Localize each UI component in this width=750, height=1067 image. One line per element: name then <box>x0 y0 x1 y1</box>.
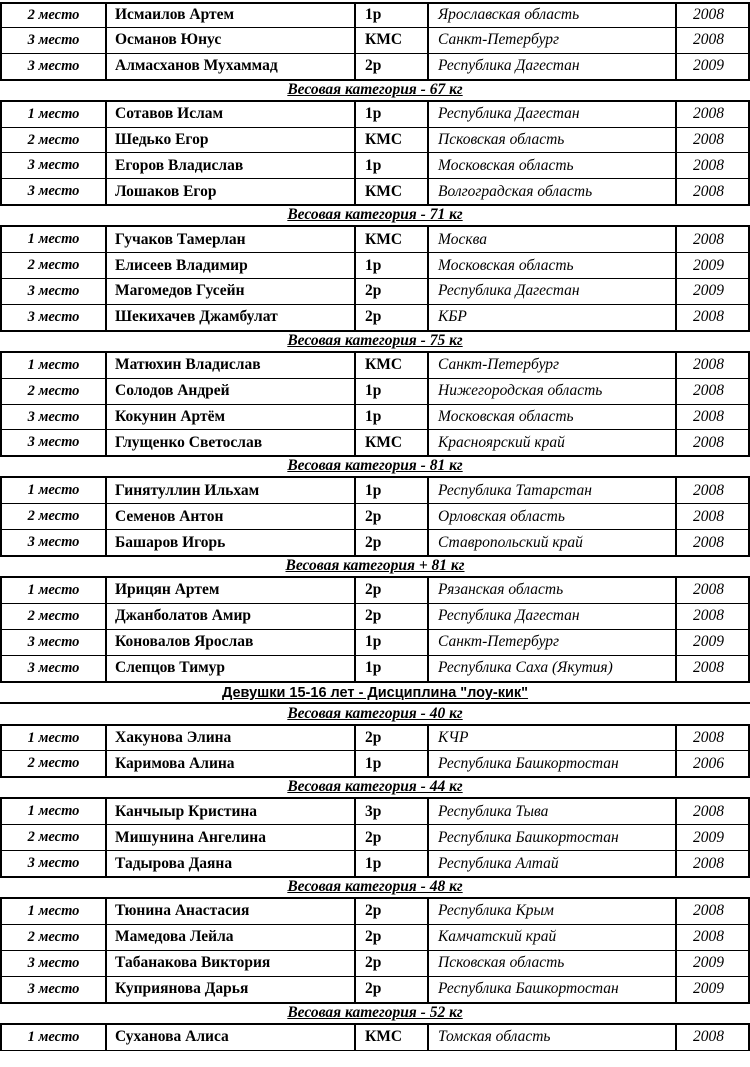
athlete-name-cell: Куприянова Дарья <box>107 977 356 1002</box>
birth-year-cell: 2008 <box>677 656 750 681</box>
rank-cell: КМС <box>356 179 429 204</box>
rank-cell: 1р <box>356 253 429 278</box>
weight-category-header: Весовая категория - 48 кг <box>0 877 750 899</box>
athlete-name-cell: Суханова Алиса <box>107 1025 356 1050</box>
athlete-name-cell: Кокунин Артём <box>107 405 356 430</box>
table-row <box>0 54 750 80</box>
birth-year-cell: 2008 <box>677 4 750 27</box>
table-row <box>0 2 750 28</box>
athlete-name-cell: Лошаков Егор <box>107 179 356 204</box>
athlete-name-cell: Джанболатов Амир <box>107 604 356 629</box>
region-cell: Республика Тыва <box>429 799 677 824</box>
rank-cell: КМС <box>356 353 429 378</box>
rank-cell: 1р <box>356 379 429 404</box>
birth-year-cell: 2008 <box>677 925 750 950</box>
place-cell: 1 место <box>0 726 107 751</box>
region-cell: Республика Дагестан <box>429 279 677 304</box>
athlete-name-cell: Хакунова Элина <box>107 726 356 751</box>
table-row <box>0 379 750 405</box>
place-cell: 2 место <box>0 504 107 529</box>
place-cell: 1 место <box>0 799 107 824</box>
weight-category-header: Весовая категория - 81 кг <box>0 456 750 478</box>
region-cell: Республика Татарстан <box>429 478 677 503</box>
place-cell: 1 место <box>0 102 107 127</box>
rank-cell: 2р <box>356 825 429 850</box>
place-cell: 2 место <box>0 925 107 950</box>
table-row <box>0 179 750 205</box>
birth-year-cell: 2009 <box>677 951 750 976</box>
place-cell: 3 место <box>0 305 107 330</box>
table-row <box>0 153 750 179</box>
birth-year-cell: 2009 <box>677 54 750 79</box>
rank-cell: КМС <box>356 128 429 153</box>
athlete-name-cell: Тадырова Даяна <box>107 851 356 876</box>
birth-year-cell: 2009 <box>677 977 750 1002</box>
rank-cell: 3р <box>356 799 429 824</box>
table-row <box>0 227 750 253</box>
region-cell: Ярославская область <box>429 4 677 27</box>
region-cell: Псковская область <box>429 128 677 153</box>
region-cell: Республика Крым <box>429 899 677 924</box>
birth-year-cell: 2008 <box>677 179 750 204</box>
region-cell: Республика Башкортостан <box>429 751 677 776</box>
rank-cell: 2р <box>356 977 429 1002</box>
birth-year-cell: 2009 <box>677 630 750 655</box>
birth-year-cell: 2008 <box>677 530 750 555</box>
table-row <box>0 102 750 128</box>
region-cell: Санкт-Петербург <box>429 353 677 378</box>
rank-cell: 1р <box>356 153 429 178</box>
weight-category-header: Весовая категория - 44 кг <box>0 777 750 799</box>
athlete-name-cell: Мишунина Ангелина <box>107 825 356 850</box>
athlete-name-cell: Ирицян Артем <box>107 578 356 603</box>
birth-year-cell: 2008 <box>677 405 750 430</box>
weight-category-header: Весовая категория + 81 кг <box>0 556 750 578</box>
table-row <box>0 305 750 331</box>
region-cell: Республика Дагестан <box>429 54 677 79</box>
place-cell: 3 место <box>0 656 107 681</box>
athlete-name-cell: Канчыыр Кристина <box>107 799 356 824</box>
region-cell: Томская область <box>429 1025 677 1050</box>
birth-year-cell: 2009 <box>677 279 750 304</box>
table-row <box>0 851 750 877</box>
place-cell: 3 место <box>0 530 107 555</box>
region-cell: Московская область <box>429 253 677 278</box>
birth-year-cell: 2009 <box>677 825 750 850</box>
place-cell: 3 место <box>0 851 107 876</box>
place-cell: 1 место <box>0 899 107 924</box>
athlete-name-cell: Исмаилов Артем <box>107 4 356 27</box>
birth-year-cell: 2008 <box>677 102 750 127</box>
table-row <box>0 899 750 925</box>
athlete-name-cell: Семенов Антон <box>107 504 356 529</box>
table-row <box>0 128 750 154</box>
table-row <box>0 530 750 556</box>
region-cell: Республика Дагестан <box>429 102 677 127</box>
place-cell: 3 место <box>0 153 107 178</box>
table-row <box>0 951 750 977</box>
place-cell: 2 место <box>0 128 107 153</box>
rank-cell: 2р <box>356 279 429 304</box>
table-row <box>0 504 750 530</box>
table-row <box>0 405 750 431</box>
rank-cell: 2р <box>356 504 429 529</box>
region-cell: Орловская область <box>429 504 677 529</box>
region-cell: Санкт-Петербург <box>429 28 677 53</box>
region-cell: Красноярский край <box>429 430 677 455</box>
weight-category-header: Весовая категория - 67 кг <box>0 80 750 102</box>
place-cell: 3 место <box>0 977 107 1002</box>
birth-year-cell: 2008 <box>677 504 750 529</box>
birth-year-cell: 2008 <box>677 578 750 603</box>
birth-year-cell: 2008 <box>677 604 750 629</box>
athlete-name-cell: Сотавов Ислам <box>107 102 356 127</box>
table-row <box>0 353 750 379</box>
athlete-name-cell: Егоров Владислав <box>107 153 356 178</box>
region-cell: Рязанская область <box>429 578 677 603</box>
table-row <box>0 656 750 682</box>
region-cell: Москва <box>429 227 677 252</box>
table-row <box>0 604 750 630</box>
birth-year-cell: 2008 <box>677 28 750 53</box>
birth-year-cell: 2008 <box>677 851 750 876</box>
table-row <box>0 478 750 504</box>
athlete-name-cell: Солодов Андрей <box>107 379 356 404</box>
place-cell: 1 место <box>0 353 107 378</box>
region-cell: Ставропольский край <box>429 530 677 555</box>
rank-cell: 1р <box>356 102 429 127</box>
table-row <box>0 751 750 777</box>
birth-year-cell: 2008 <box>677 305 750 330</box>
region-cell: Республика Башкортостан <box>429 977 677 1002</box>
weight-category-header: Весовая категория - 52 кг <box>0 1003 750 1025</box>
table-row <box>0 430 750 456</box>
region-cell: Камчатский край <box>429 925 677 950</box>
athlete-name-cell: Гучаков Тамерлан <box>107 227 356 252</box>
region-cell: Московская область <box>429 405 677 430</box>
athlete-name-cell: Матюхин Владислав <box>107 353 356 378</box>
place-cell: 3 место <box>0 54 107 79</box>
region-cell: Нижегородская область <box>429 379 677 404</box>
rank-cell: КМС <box>356 227 429 252</box>
rank-cell: 2р <box>356 54 429 79</box>
athlete-name-cell: Алмасханов Мухаммад <box>107 54 356 79</box>
birth-year-cell: 2008 <box>677 478 750 503</box>
birth-year-cell: 2008 <box>677 726 750 751</box>
birth-year-cell: 2008 <box>677 153 750 178</box>
place-cell: 3 место <box>0 279 107 304</box>
athlete-name-cell: Слепцов Тимур <box>107 656 356 681</box>
birth-year-cell: 2008 <box>677 1025 750 1050</box>
athlete-name-cell: Глущенко Светослав <box>107 430 356 455</box>
birth-year-cell: 2008 <box>677 128 750 153</box>
weight-category-header: Весовая категория - 71 кг <box>0 205 750 227</box>
place-cell: 3 место <box>0 630 107 655</box>
rank-cell: 1р <box>356 751 429 776</box>
region-cell: Республика Башкортостан <box>429 825 677 850</box>
place-cell: 1 место <box>0 1025 107 1050</box>
rank-cell: 2р <box>356 726 429 751</box>
region-cell: Республика Алтай <box>429 851 677 876</box>
place-cell: 1 место <box>0 578 107 603</box>
results-table <box>0 2 750 1051</box>
athlete-name-cell: Гинятуллин Ильхам <box>107 478 356 503</box>
rank-cell: КМС <box>356 430 429 455</box>
athlete-name-cell: Шедько Егор <box>107 128 356 153</box>
rank-cell: 1р <box>356 656 429 681</box>
table-row <box>0 1025 750 1051</box>
place-cell: 3 место <box>0 179 107 204</box>
table-row <box>0 253 750 279</box>
place-cell: 1 место <box>0 227 107 252</box>
birth-year-cell: 2006 <box>677 751 750 776</box>
place-cell: 2 место <box>0 253 107 278</box>
birth-year-cell: 2008 <box>677 353 750 378</box>
athlete-name-cell: Башаров Игорь <box>107 530 356 555</box>
rank-cell: 2р <box>356 925 429 950</box>
place-cell: 2 место <box>0 604 107 629</box>
region-cell: Московская область <box>429 153 677 178</box>
place-cell: 3 место <box>0 28 107 53</box>
place-cell: 3 место <box>0 430 107 455</box>
athlete-name-cell: Табанакова Виктория <box>107 951 356 976</box>
region-cell: КЧР <box>429 726 677 751</box>
region-cell: Республика Дагестан <box>429 604 677 629</box>
place-cell: 3 место <box>0 951 107 976</box>
table-row <box>0 630 750 656</box>
birth-year-cell: 2008 <box>677 379 750 404</box>
birth-year-cell: 2008 <box>677 227 750 252</box>
rank-cell: 1р <box>356 4 429 27</box>
athlete-name-cell: Каримова Алина <box>107 751 356 776</box>
region-cell: Республика Саха (Якутия) <box>429 656 677 681</box>
birth-year-cell: 2008 <box>677 430 750 455</box>
place-cell: 3 место <box>0 405 107 430</box>
rank-cell: 2р <box>356 305 429 330</box>
table-row <box>0 279 750 305</box>
place-cell: 2 место <box>0 751 107 776</box>
birth-year-cell: 2008 <box>677 799 750 824</box>
place-cell: 2 место <box>0 4 107 27</box>
table-row <box>0 799 750 825</box>
rank-cell: 2р <box>356 578 429 603</box>
section-title: Девушки 15-16 лет - Дисциплина "лоу-кик" <box>0 682 750 704</box>
athlete-name-cell: Тюнина Анастасия <box>107 899 356 924</box>
birth-year-cell: 2008 <box>677 899 750 924</box>
region-cell: Санкт-Петербург <box>429 630 677 655</box>
rank-cell: 1р <box>356 630 429 655</box>
region-cell: КБР <box>429 305 677 330</box>
rank-cell: КМС <box>356 28 429 53</box>
athlete-name-cell: Османов Юнус <box>107 28 356 53</box>
region-cell: Псковская область <box>429 951 677 976</box>
region-cell: Волгоградская область <box>429 179 677 204</box>
place-cell: 2 место <box>0 825 107 850</box>
athlete-name-cell: Магомедов Гусейн <box>107 279 356 304</box>
birth-year-cell: 2009 <box>677 253 750 278</box>
table-row <box>0 28 750 54</box>
table-row <box>0 578 750 604</box>
place-cell: 1 место <box>0 478 107 503</box>
rank-cell: 1р <box>356 405 429 430</box>
weight-category-header: Весовая категория - 75 кг <box>0 331 750 353</box>
rank-cell: 2р <box>356 951 429 976</box>
table-row <box>0 977 750 1003</box>
athlete-name-cell: Мамедова Лейла <box>107 925 356 950</box>
table-row <box>0 925 750 951</box>
place-cell: 2 место <box>0 379 107 404</box>
rank-cell: 1р <box>356 851 429 876</box>
rank-cell: 2р <box>356 604 429 629</box>
rank-cell: 2р <box>356 899 429 924</box>
rank-cell: КМС <box>356 1025 429 1050</box>
rank-cell: 1р <box>356 478 429 503</box>
weight-category-header: Весовая категория - 40 кг <box>0 704 750 726</box>
athlete-name-cell: Коновалов Ярослав <box>107 630 356 655</box>
rank-cell: 2р <box>356 530 429 555</box>
table-row <box>0 726 750 752</box>
table-row <box>0 825 750 851</box>
athlete-name-cell: Елисеев Владимир <box>107 253 356 278</box>
athlete-name-cell: Шекихачев Джамбулат <box>107 305 356 330</box>
